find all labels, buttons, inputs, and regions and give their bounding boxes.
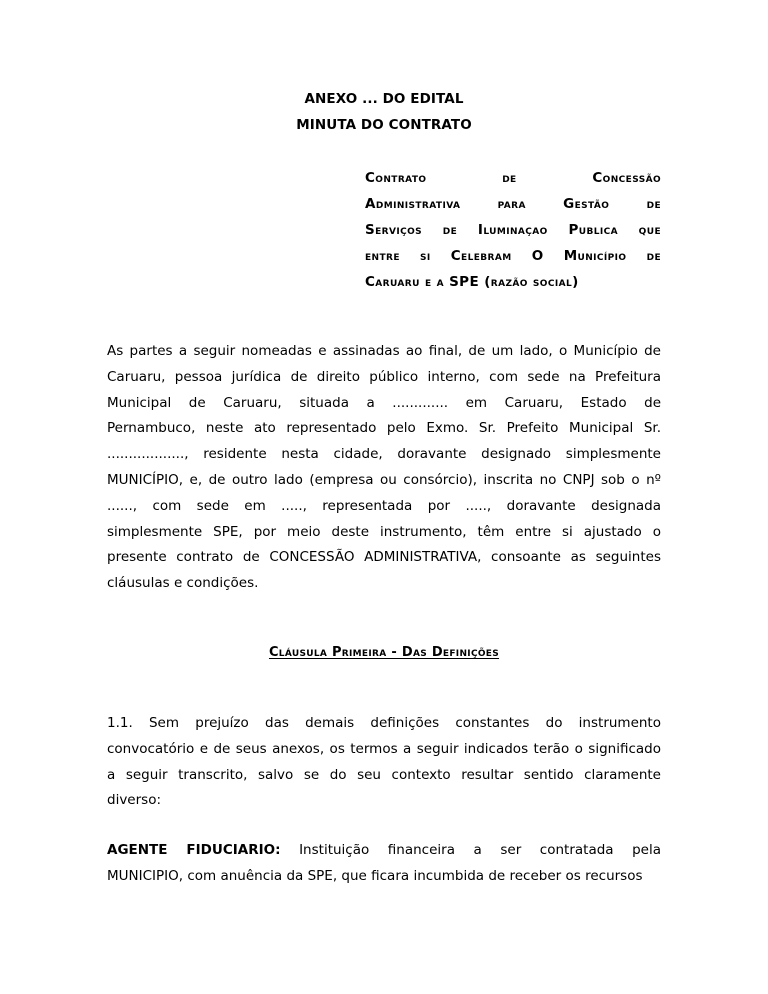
definition-line [107,838,661,864]
text-line: MUNICIPIO, com anuência da SPE, que ficara incumbida de receber os recursos [107,867,643,884]
text-line: 1.1. Sem prejuízo das demais definições constantes do instrumento [107,715,661,731]
text-line: As partes a seguir nomeadas e assinadas ao final, de um lado, o Município de [107,343,661,359]
synopsis-line: entre si Celebram O Município de [365,248,661,264]
text-line: Municipal de Caruaru, situada a ............. em Caruaru, Estado de [107,394,661,411]
text-line: convocatório e de seus anexos, os termos a seguir indicados terão o significado [107,740,661,757]
synopsis-line: Administrativa para Gestão de [365,196,661,212]
text-line: MUNICÍPIO, e, de outro lado (empresa ou consórcio), inscrita no CNPJ sob o nº [107,471,661,488]
preamble-paragraph [107,339,661,597]
clause-1-1-paragraph [107,711,661,814]
text-line: a seguir transcrito, salvo se do seu contexto resultar sentido claramente [107,766,661,783]
synopsis-text: (razão social) [479,274,579,290]
text-line: simplesmente SPE, por meio deste instrumento, têm entre si ajustado o [107,523,661,540]
annex-title: ANEXO ... DO EDITAL [304,91,464,107]
synopsis-line-last [365,269,661,295]
synopsis-spe: SPE [449,274,480,290]
text-line: cláusulas e condições. [107,575,259,592]
text-line: diverso: [107,792,162,809]
synopsis-text: Caruaru e a [365,274,450,290]
synopsis-line: Contrato de Concessão [365,170,661,186]
text-line: Caruaru, pessoa jurídica de direito público interno, com sede na Prefeitura [107,368,661,385]
definition-paragraph [107,838,661,890]
text-line: ......, com sede em ....., representada por ....., doravante designada [107,497,661,514]
text-line: .................., residente nesta cidade, doravante designado simplesmente [107,446,661,463]
definition-text: Instituição financeira a ser contratada pela [280,842,662,858]
text-line: presente contrato de CONCESSÃO ADMINISTRATIVA, consoante as seguintes [107,549,661,566]
text-line: Pernambuco, neste ato representado pelo Exmo. Sr. Prefeito Municipal Sr. [107,420,661,437]
contract-draft-title: MINUTA DO CONTRATO [296,117,472,133]
definition-term: AGENTE FIDUCIARIO: [107,842,281,858]
contract-synopsis [365,165,661,295]
clause-heading-text: Cláusula Primeira - Das Definições [268,645,500,660]
clause-heading [0,645,768,660]
synopsis-line: Serviços de Iluminaçao Publica que [365,222,661,238]
